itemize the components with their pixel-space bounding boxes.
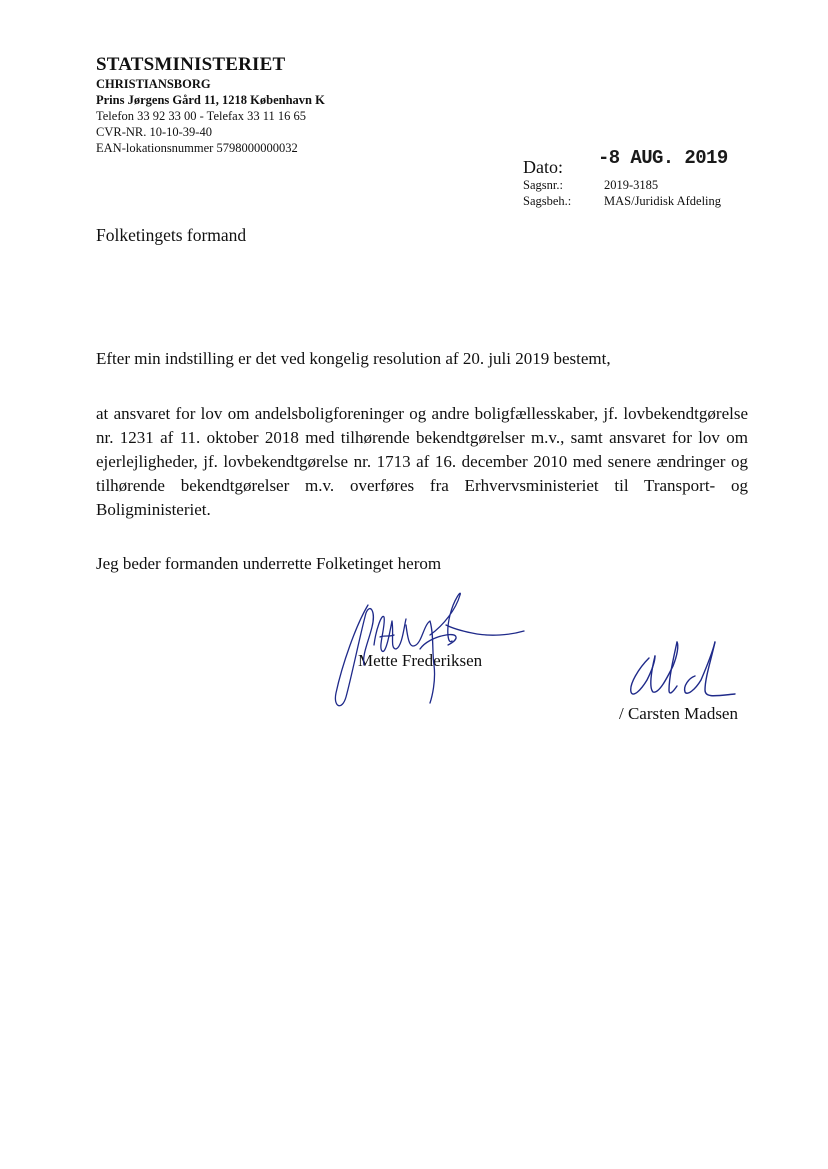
body-paragraph-3: Jeg beder formanden underrette Folketinget herom (96, 554, 442, 573)
date-label: Dato: (523, 157, 563, 177)
org-ean: EAN-lokationsnummer 5798000000032 (96, 141, 298, 155)
org-name: STATSMINISTERIET (96, 54, 286, 75)
org-cvr: CVR-NR. 10-10-39-40 (96, 125, 212, 139)
org-subtitle: CHRISTIANSBORG (96, 77, 211, 91)
recipient: Folketingets formand (96, 225, 247, 245)
case-number-label: Sagsnr.: (523, 178, 563, 192)
signatory-name-primary: Mette Frederiksen (358, 651, 483, 670)
case-handler-value: MAS/Juridisk Afdeling (604, 194, 722, 208)
body-paragraph-1: Efter min indstilling er det ved kongelig resolution af 20. juli 2019 bestemt, (96, 349, 611, 368)
signatory-name-secondary: / Carsten Madsen (619, 704, 738, 723)
org-phone: Telefon 33 92 33 00 - Telefax 33 11 16 65 (96, 109, 307, 123)
handwritten-signature-secondary (615, 632, 755, 712)
date-stamp: -8 AUG. 2019 (598, 147, 728, 169)
body-paragraph-2: at ansvaret for lov om andelsboligforeninger og andre boligfællesskaber, jf. lovbekendtgørelse nr. 1231 af 11. oktober 2018 med tilhørende bekendtgørelser m.v., samt ansvaret for lov om ejerlejligheder, jf. lovbekendtgørelse nr. 1713 af 16. december 2010 med senere ændringer og tilhørende bekendtgørelser m.v. overføres fra Erhvervsministeriet til Transport- og Boligministeriet. (96, 404, 748, 519)
case-handler-label: Sagsbeh.: (523, 194, 572, 208)
case-number-value: 2019-3185 (604, 178, 659, 192)
handwritten-signature-primary (320, 585, 530, 715)
org-address: Prins Jørgens Gård 11, 1218 København K (96, 93, 325, 107)
